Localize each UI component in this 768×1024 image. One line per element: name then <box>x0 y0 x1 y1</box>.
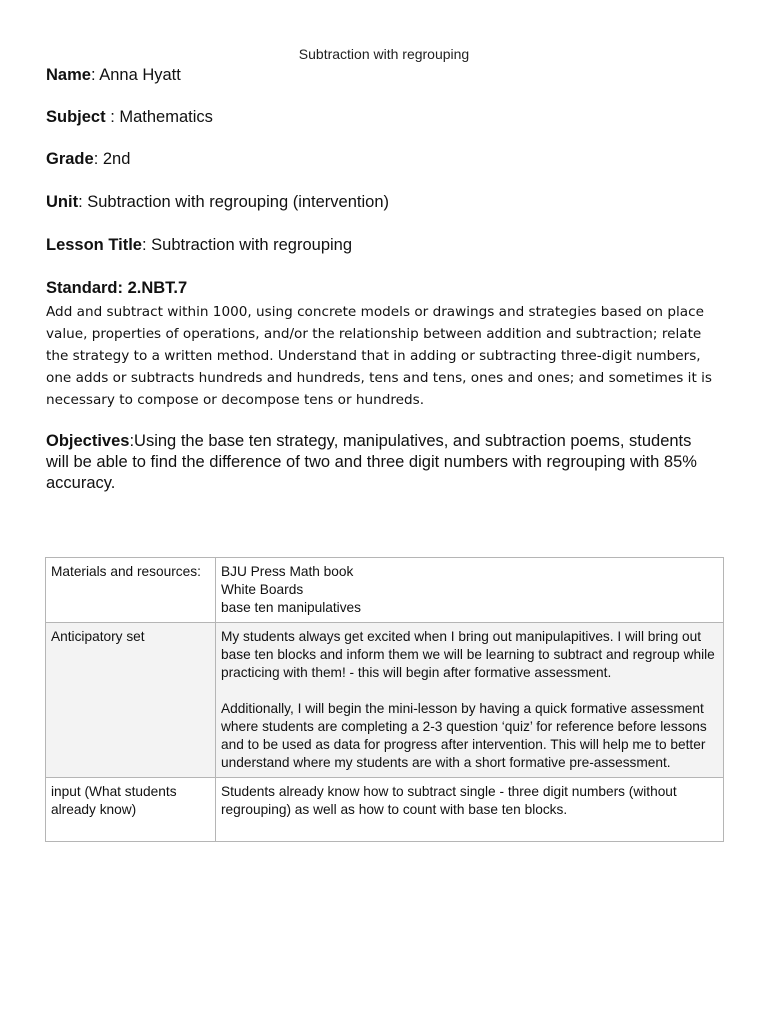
lesson-title-value: : Subtraction with regrouping <box>141 236 353 254</box>
subject-field <box>46 108 213 127</box>
material-item: BJU Press Math book <box>221 564 354 579</box>
material-item: base ten manipulatives <box>221 600 362 615</box>
grade-field <box>46 150 130 169</box>
materials-label: Materials and resources: <box>46 558 216 623</box>
subject-label: Subject <box>46 108 106 126</box>
name-field <box>46 66 181 85</box>
objectives <box>46 431 716 494</box>
table-row <box>46 623 724 778</box>
anticipatory-set-label: Anticipatory set <box>46 623 216 778</box>
unit-field <box>46 193 389 212</box>
grade-label: Grade <box>46 150 94 168</box>
input-label: input (What students already know) <box>46 778 216 842</box>
input-cell: Students already know how to subtract single - three digit numbers (without regrouping) as well as how to count with base ten blocks. <box>216 778 724 842</box>
subject-value: : Mathematics <box>105 108 213 126</box>
material-item: White Boards <box>221 582 304 597</box>
lesson-title-label: Lesson Title <box>46 236 142 254</box>
materials-cell <box>216 558 724 623</box>
grade-value: : 2nd <box>93 150 131 168</box>
lesson-title-field <box>46 236 352 255</box>
table-row <box>46 778 724 842</box>
name-value: : Anna Hyatt <box>90 66 181 84</box>
standard-text: Add and subtract within 1000, using concrete models or drawings and strategies based on place value, properties of operations, and/or the relationship between addition and subtraction; relate the strategy to a written method. Understand that in adding or subtracting three-digit numbers, one adds or subtracts hundreds and hundreds, tens and tens, ones and ones; and sometimes it is necessary to compose or decompose tens or hundreds. <box>46 304 712 408</box>
document-title: Subtraction with regrouping <box>298 46 470 62</box>
name-label: Name <box>46 66 91 84</box>
objectives-label: Objectives <box>46 432 130 450</box>
anticipatory-set-cell <box>216 623 724 778</box>
standard-heading: Standard: 2.NBT.7 <box>46 279 188 297</box>
table-row <box>46 558 724 623</box>
anticipatory-paragraph-2: Additionally, I will begin the mini-lesson by having a quick formative assessment where students are completing a 2-3 question ‘quiz’ for reference before lessons and to be used as data for progress after intervention. This will help me to better understand where my students are with a short formative pre-assessment. <box>221 701 707 770</box>
unit-label: Unit <box>46 193 79 211</box>
objectives-text: :Using the base ten strategy, manipulatives, and subtraction poems, students will be able to find the difference of two and three digit numbers with regrouping with 85% accuracy. <box>46 432 697 492</box>
lesson-plan-table <box>45 557 724 842</box>
anticipatory-paragraph-1: My students always get excited when I bring out manipulapitives. I will bring out base ten blocks and inform them we will be learning to subtract and regroup while practicing with them! - this will begin after formative assessment. <box>221 629 715 680</box>
unit-value: : Subtraction with regrouping (intervention) <box>78 193 389 211</box>
